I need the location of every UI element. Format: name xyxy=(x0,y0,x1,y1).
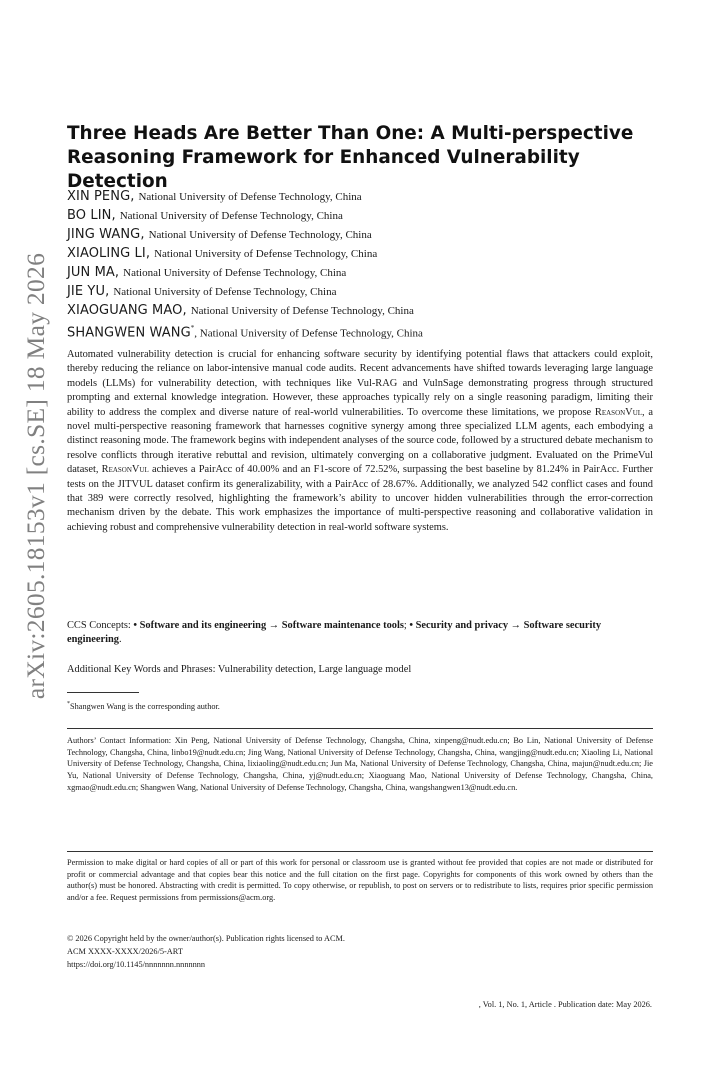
doi-link[interactable]: https://doi.org/10.1145/nnnnnnn.nnnnnnn xyxy=(67,960,206,969)
footnote-text: Shangwen Wang is the corresponding author. xyxy=(70,701,220,711)
system-name: ReasonVul xyxy=(101,464,149,476)
author-affiliation: National University of Defense Technology, China xyxy=(148,229,372,241)
author-affiliation: National University of Defense Technology, China xyxy=(138,191,362,203)
author-name: XIN PENG, xyxy=(67,189,135,204)
ccs-separator: ; xyxy=(403,620,410,631)
abstract-text: , a novel multi-perspective reasoning framework that harnesses cognitive synergy among three specialized LLM agents, each embodying a distinct reasoning mode. The framework begins with independent analyses of the source code, followed by a structured debate mechanism to resolve conflicts through iterative rebuttal and revision, ultimately converging on a collaborative judgment. Evaluated on the PrimeVul dataset, xyxy=(67,406,653,476)
author-name: JIE YU, xyxy=(67,284,110,299)
ccs-concept: • Software and its engineering → Software maintenance tools xyxy=(133,620,404,631)
footnote-mark: * xyxy=(67,701,70,707)
footnote-rule xyxy=(67,692,139,693)
keywords: Additional Key Words and Phrases: Vulnerability detection, Large language model xyxy=(67,664,412,675)
arxiv-id: arXiv:2605.18153v1 [cs.SE] 18 May 2026 xyxy=(21,252,50,700)
contact-rule xyxy=(67,728,653,729)
author-line xyxy=(67,281,653,300)
author-affiliation-sep: , xyxy=(194,327,200,340)
author-name: JUN MA, xyxy=(67,265,120,280)
system-name: ReasonVul xyxy=(594,406,643,418)
author-name: XIAOLING LI, xyxy=(67,246,151,261)
author-affiliation: National University of Defense Technology, China xyxy=(113,286,337,298)
corresponding-mark: * xyxy=(190,324,195,332)
author-line xyxy=(67,262,653,281)
author-affiliation: National University of Defense Technology, China xyxy=(154,248,378,260)
footnote xyxy=(67,699,653,712)
ccs-end: . xyxy=(118,634,122,646)
author-line xyxy=(67,300,653,319)
author-affiliation: National University of Defense Technology, China xyxy=(190,305,414,317)
publication-info: , Vol. 1, No. 1, Article . Publication date: May 2026. xyxy=(478,1000,652,1009)
author-list xyxy=(67,186,653,341)
contact-info: Authors’ Contact Information: Xin Peng, National University of Defense Technology, Changsha, China, xinpeng@nudt.edu.cn; Bo Lin, National University of Defense Technology, Changsha, China, linbo19@nudt.edu.cn; Jing Wang, National University of Defense Technology, Changsha, China, wangjing@nudt.edu.cn; Xiaoling Li, National University of Defense Technology, Changsha, China, lixiaoling@nudt.edu.cn; Jun Ma, National University of Defense Technology, Changsha, China, majun@nudt.edu.cn; Jie Yu, National University of Defense Technology, Changsha, China, yj@nudt.edu.cn; Xiaoguang Mao, National University of Defense Technology, Changsha, China, xgmao@nudt.edu.cn; Shangwen Wang, National University of Defense Technology, Changsha, China, wangshangwen13@nudt.edu.cn. xyxy=(67,736,653,792)
author-line xyxy=(67,243,653,262)
author-line xyxy=(67,319,653,341)
author-name: JING WANG, xyxy=(67,227,145,242)
author-name: BO LIN, xyxy=(67,208,116,223)
abstract-text: Automated vulnerability detection is crucial for enhancing software security by identifying potential flaws that attackers could exploit, thereby reducing the reliance on labor-intensive manual code audits. Recent advancements have shifted towards leveraging large language models (LLMs) for vulnerability detection, with techniques like Vul-RAG and VulnSage demonstrating progress through structured prompting and external knowledge integration. However, these approaches typically rely on a single reasoning paradigm, limiting their ability to address the complex and diverse nature of real-world vulnerabilities. To overcome these limitations, we propose xyxy=(67,349,653,418)
author-line xyxy=(67,186,653,205)
author-affiliation: National University of Defense Technology, China xyxy=(119,210,343,222)
ccs-label: CCS Concepts: xyxy=(67,620,134,631)
paper-title: Three Heads Are Better Than One: A Multi-perspective Reasoning Framework for Enhanced Vulnerability Detection xyxy=(67,123,634,192)
author-line xyxy=(67,205,653,224)
ccs-concepts xyxy=(67,619,653,648)
ccs-concept: • Security and privacy → Software security engineering xyxy=(67,620,602,646)
author-affiliation: National University of Defense Technology, China xyxy=(199,327,423,340)
author-name: XIAOGUANG MAO, xyxy=(67,303,187,318)
author-name: SHANGWEN WANG xyxy=(67,325,191,341)
abstract-text: achieves a PairAcc of 40.00% and an F1-score of 72.52%, surpassing the best baseline by 81.24% in PairAcc. Further tests on the JITVUL dataset confirm its generalizability, with a PairAcc of 28.67%. Additionally, we analyzed 542 conflict cases and found that 389 were correctly resolved, highlighting the framework’s ability to uncover hidden vulnerabilities through the error-correction mechanism driven by the debate. This work emphasizes the importance of multi-perspective reasoning and collaborative validation in achieving robust and comprehensive vulnerability detection in real-world software systems. xyxy=(67,464,654,533)
author-affiliation: National University of Defense Technology, China xyxy=(123,267,347,279)
author-line xyxy=(67,224,653,243)
copyright-line: © 2026 Copyright held by the owner/author(s). Publication rights licensed to ACM. xyxy=(67,934,345,943)
arxiv-stamp xyxy=(6,252,66,700)
permission-rule xyxy=(67,851,653,852)
acm-number: ACM XXXX-XXXX/2026/5-ART xyxy=(67,947,183,956)
abstract xyxy=(67,348,653,535)
permission-notice: Permission to make digital or hard copies of all or part of this work for personal or classroom use is granted without fee provided that copies are not made or distributed for profit or commercial advantage and that copies bear this notice and the full citation on the first page. Copyrights for components of this work owned by others than the author(s) must be honored. Abstracting with credit is permitted. To copy otherwise, or republish, to post on servers or to redistribute to lists, requires prior specific permission and/or a fee. Request permissions from permissions@acm.org. xyxy=(67,858,653,903)
